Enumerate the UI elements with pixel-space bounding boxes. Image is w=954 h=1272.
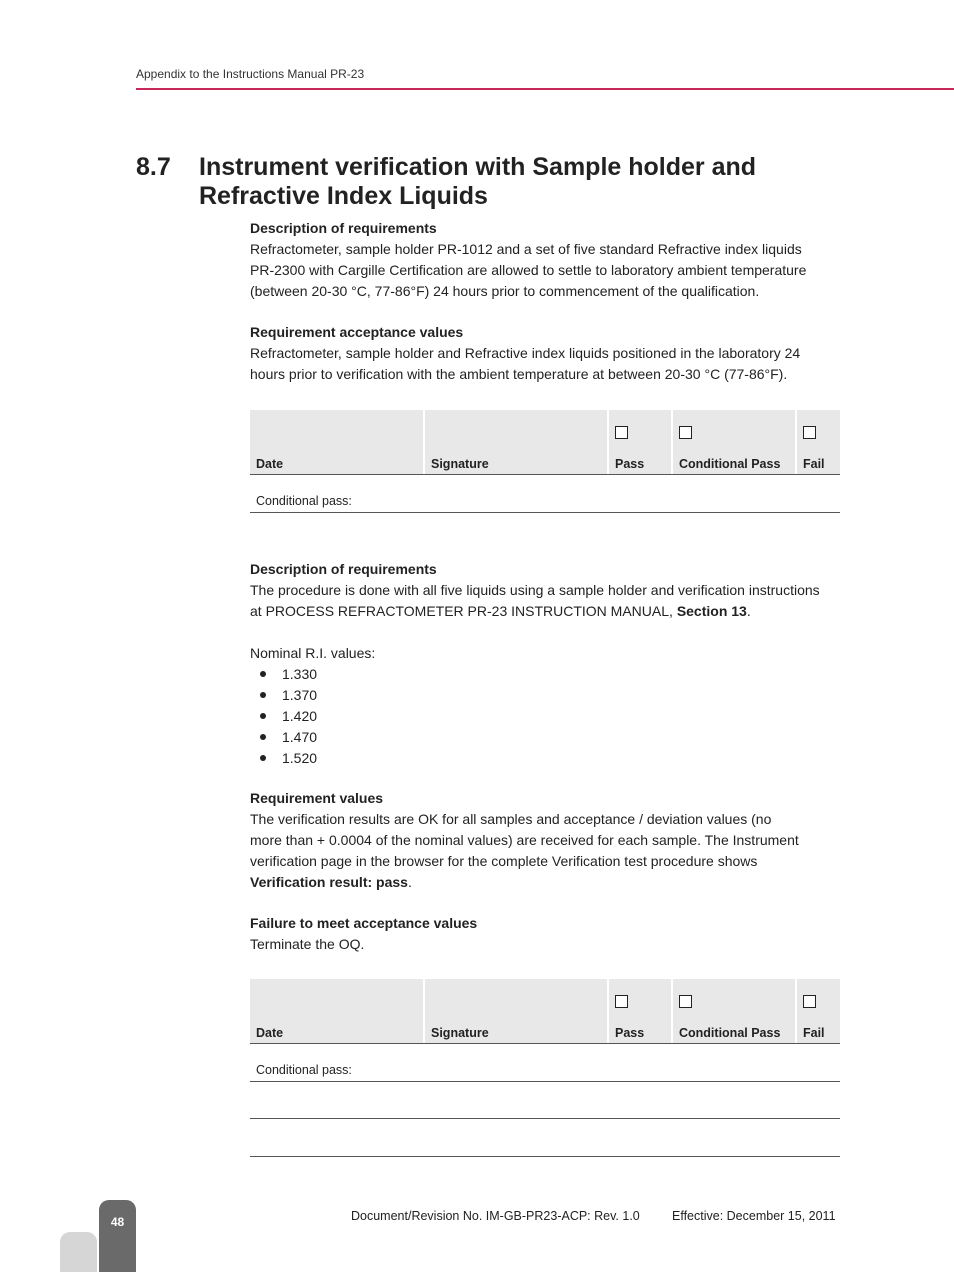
fail-cell — [797, 410, 840, 474]
nominal-value: 1.370 — [282, 687, 318, 703]
pass-checkbox[interactable] — [615, 995, 628, 1008]
conditional-pass-note-label: Conditional pass: — [256, 494, 352, 508]
sign-off-header-row — [250, 410, 840, 474]
signature-label: Signature — [431, 457, 489, 471]
header-rule — [136, 88, 954, 90]
document-revision-number: Document/Revision No. IM-GB-PR23-ACP: Rev. 1.0 — [351, 1209, 640, 1223]
sign-off-table-1 — [250, 410, 840, 514]
description-line: Refractometer, sample holder PR-1012 and a set of five standard Refractive index liquids — [250, 241, 802, 257]
conditional-pass-checkbox[interactable] — [679, 995, 692, 1008]
pass-cell — [609, 410, 671, 474]
requirement-line: verification page in the browser for the complete Verification test procedure shows — [250, 853, 758, 869]
signature-cell[interactable] — [425, 979, 607, 1043]
nominal-value: 1.420 — [282, 708, 318, 724]
bullet-icon — [260, 713, 266, 719]
conditional-pass-label: Conditional Pass — [679, 457, 781, 471]
nominal-label: Nominal R.I. values: — [250, 645, 376, 661]
description-line: PR-2300 with Cargille Certification are allowed to settle to laboratory ambient temperature — [250, 262, 807, 278]
fail-label: Fail — [803, 1026, 825, 1040]
section-number: 8.7 — [136, 153, 171, 181]
pass-label: Pass — [615, 457, 645, 471]
list-item — [250, 706, 850, 727]
pass-label: Pass — [615, 1026, 645, 1040]
description-heading: Description of requirements — [250, 220, 437, 236]
fail-cell — [797, 979, 840, 1043]
description-line-with-reference — [250, 601, 850, 622]
date-label: Date — [256, 457, 284, 471]
reference-text: at PROCESS REFRACTOMETER PR-23 INSTRUCTION MANUAL, — [250, 603, 677, 619]
failure-block — [250, 913, 850, 955]
period: . — [407, 874, 412, 890]
verification-result: Verification result: pass — [250, 874, 408, 890]
acceptance-heading: Requirement acceptance values — [250, 324, 464, 340]
conditional-pass-line[interactable] — [250, 512, 840, 513]
acceptance-line: hours prior to verification with the ambient temperature at between 20-30 °C (77-86°F). — [250, 366, 788, 382]
conditional-pass-line[interactable] — [250, 1081, 840, 1082]
list-item — [250, 727, 850, 748]
pass-cell — [609, 979, 671, 1043]
nominal-values-list — [250, 664, 850, 769]
list-item — [250, 748, 850, 769]
page-number-tab — [99, 1200, 136, 1272]
conditional-pass-checkbox[interactable] — [679, 426, 692, 439]
bullet-icon — [260, 755, 266, 761]
date-cell[interactable] — [250, 979, 423, 1043]
effective-date: Effective: December 15, 2011 — [672, 1209, 836, 1223]
pass-checkbox[interactable] — [615, 426, 628, 439]
signature-cell[interactable] — [425, 410, 607, 474]
conditional-pass-cell — [673, 979, 795, 1043]
fail-checkbox[interactable] — [803, 995, 816, 1008]
acceptance-line: Refractometer, sample holder and Refractive index liquids positioned in the laboratory 24 — [250, 345, 801, 361]
requirement-line: more than + 0.0004 of the nominal values) are received for each sample. The Instrument — [250, 832, 799, 848]
requirement-values-heading: Requirement values — [250, 790, 384, 806]
description-block-2 — [250, 559, 850, 769]
conditional-pass-cell — [673, 410, 795, 474]
signature-label: Signature — [431, 1026, 489, 1040]
failure-text: Terminate the OQ. — [250, 936, 365, 952]
running-header: Appendix to the Instructions Manual PR-23 — [136, 67, 365, 81]
list-item — [250, 664, 850, 685]
description-heading: Description of requirements — [250, 561, 437, 577]
header-row-rule — [250, 474, 840, 475]
description-line: (between 20-30 °C, 77-86°F) 24 hours prior to commencement of the qualification. — [250, 283, 760, 299]
conditional-pass-note-label: Conditional pass: — [256, 1063, 352, 1077]
date-cell[interactable] — [250, 410, 423, 474]
requirement-line: The verification results are OK for all samples and acceptance / deviation values (no — [250, 811, 772, 827]
page-number: 48 — [110, 1215, 125, 1229]
failure-heading: Failure to meet acceptance values — [250, 915, 478, 931]
requirement-values-block — [250, 788, 850, 893]
conditional-pass-label: Conditional Pass — [679, 1026, 781, 1040]
sign-off-header-row — [250, 979, 840, 1043]
section-title-line-2: Refractive Index Liquids — [199, 182, 488, 210]
bullet-icon — [260, 734, 266, 740]
page-tab-decoration — [60, 1232, 97, 1272]
date-label: Date — [256, 1026, 284, 1040]
sign-off-table-2 — [250, 979, 840, 1159]
fail-label: Fail — [803, 457, 825, 471]
section-reference: Section 13 — [676, 603, 747, 619]
period: . — [746, 603, 751, 619]
section-title-line-1: Instrument verification with Sample holder and — [199, 153, 757, 181]
bullet-icon — [260, 692, 266, 698]
header-row-rule — [250, 1043, 840, 1044]
nominal-value: 1.520 — [282, 750, 318, 766]
section-heading — [199, 153, 839, 211]
nominal-value: 1.330 — [282, 666, 318, 682]
description-block-1 — [250, 218, 850, 302]
acceptance-block — [250, 322, 850, 385]
requirement-result-line — [250, 872, 850, 893]
bullet-icon — [260, 671, 266, 677]
conditional-pass-line[interactable] — [250, 1118, 840, 1119]
description-line: The procedure is done with all five liquids using a sample holder and verification instructions — [250, 582, 820, 598]
list-item — [250, 685, 850, 706]
conditional-pass-line[interactable] — [250, 1156, 840, 1157]
fail-checkbox[interactable] — [803, 426, 816, 439]
nominal-value: 1.470 — [282, 729, 318, 745]
